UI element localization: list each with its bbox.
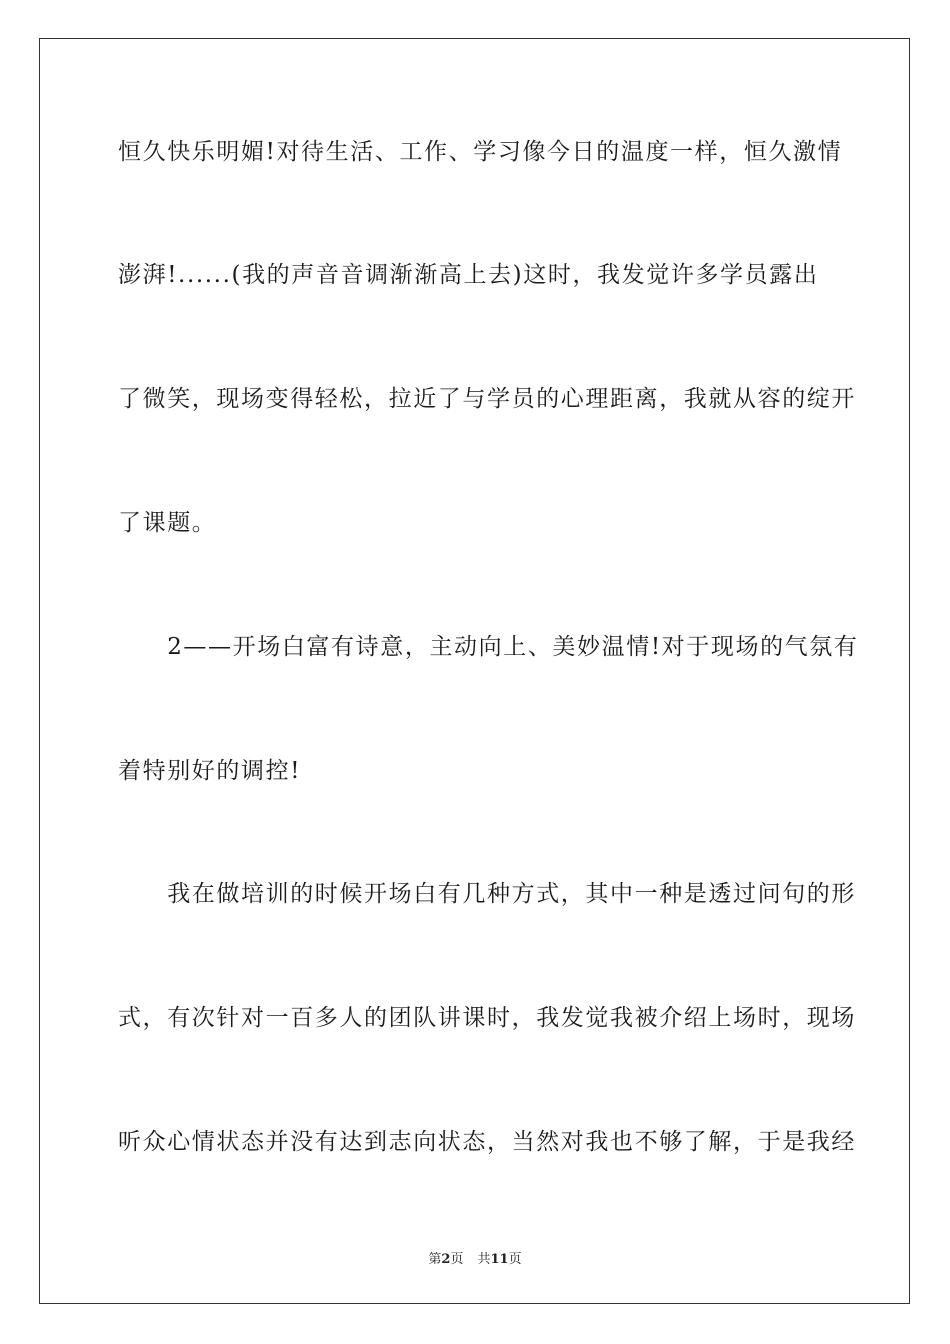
text-line-2: 澎湃!......(我的声音音调渐渐高上去)这时，我发觉许多学员露出	[118, 262, 819, 288]
page-footer	[0, 1248, 950, 1267]
page-border	[39, 38, 910, 1304]
text-line-5: 2——开场白富有诗意，主动向上、美妙温情!对于现场的气氛有	[118, 634, 859, 660]
page-suffix: 页	[450, 1252, 464, 1267]
text-line-9: 听众心情状态并没有达到志向状态，当然对我也不够了解，于是我经	[118, 1129, 856, 1155]
text-line-4: 了课题。	[118, 510, 217, 536]
text-line-3: 了微笑，现场变得轻松，拉近了与学员的心理距离，我就从容的绽开	[118, 386, 856, 412]
text-line-7: 我在做培训的时候开场白有几种方式，其中一种是透过问句的形	[118, 881, 856, 907]
total-pages: 11	[490, 1252, 509, 1267]
page-prefix: 第	[428, 1252, 442, 1267]
text-line-8: 式，有次针对一百多人的团队讲课时，我发觉我被介绍上场时，现场	[118, 1005, 856, 1031]
total-suffix: 页	[508, 1252, 522, 1267]
text-line-1: 恒久快乐明媚!对待生活、工作、学习像今日的温度一样，恒久激情	[118, 139, 843, 165]
text-line-6: 着特别好的调控!	[118, 758, 302, 784]
total-prefix: 共	[477, 1252, 491, 1267]
page-number: 2	[441, 1252, 451, 1267]
